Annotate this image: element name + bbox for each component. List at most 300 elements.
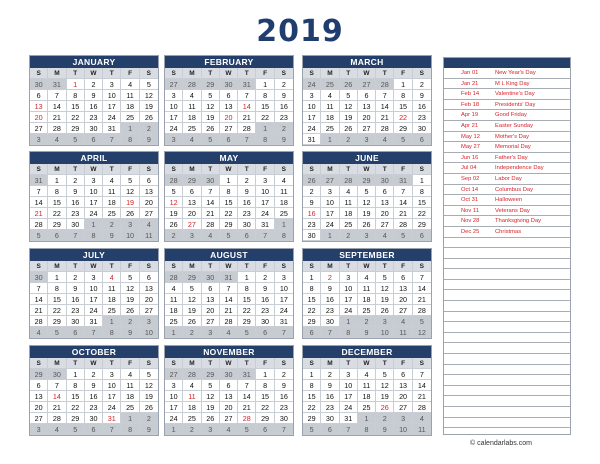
day-cell: 17 bbox=[165, 112, 183, 123]
day-cell: 19 bbox=[202, 402, 220, 413]
day-cell: 17 bbox=[165, 402, 183, 413]
day-cell: 6 bbox=[30, 380, 48, 391]
day-cell: 29 bbox=[202, 369, 220, 380]
day-cell: 13 bbox=[394, 380, 412, 391]
day-cell: 5 bbox=[238, 424, 256, 435]
day-cell: 18 bbox=[340, 208, 358, 219]
weekday-header: S bbox=[30, 68, 48, 79]
month-name: MAY bbox=[165, 152, 293, 164]
weekday-header: T bbox=[202, 68, 220, 79]
day-cell: 25 bbox=[275, 208, 293, 219]
day-cell: 5 bbox=[140, 79, 158, 90]
day-cell: 5 bbox=[67, 134, 85, 145]
day-cell: 23 bbox=[303, 219, 321, 230]
holiday-name: Memorial Day bbox=[495, 144, 531, 151]
weekday-header: S bbox=[275, 358, 293, 369]
day-cell: 26 bbox=[303, 175, 321, 186]
day-cell: 28 bbox=[183, 79, 201, 90]
day-cell: 3 bbox=[183, 230, 201, 241]
day-cell: 13 bbox=[394, 283, 412, 294]
weekday-header: S bbox=[275, 68, 293, 79]
day-cell: 7 bbox=[413, 272, 431, 283]
holiday-name: Good Friday bbox=[495, 112, 527, 119]
day-cell: 8 bbox=[358, 424, 376, 435]
day-cell: 7 bbox=[103, 134, 121, 145]
day-cell: 12 bbox=[202, 101, 220, 112]
day-cell: 12 bbox=[202, 391, 220, 402]
day-cell: 17 bbox=[103, 101, 121, 112]
day-cell: 30 bbox=[321, 413, 339, 424]
day-cell: 4 bbox=[140, 219, 158, 230]
day-cell: 14 bbox=[238, 391, 256, 402]
day-cell: 16 bbox=[85, 101, 103, 112]
blank-ruled-line bbox=[444, 386, 570, 397]
day-cell: 3 bbox=[121, 219, 139, 230]
day-cell: 10 bbox=[340, 380, 358, 391]
day-cell: 6 bbox=[140, 175, 158, 186]
day-cell: 24 bbox=[303, 123, 321, 134]
month-day-grid bbox=[165, 261, 293, 338]
day-cell: 3 bbox=[103, 79, 121, 90]
day-cell: 13 bbox=[220, 391, 238, 402]
holiday-date: Oct 31 bbox=[461, 197, 479, 204]
day-cell: 17 bbox=[256, 197, 274, 208]
weekday-header: T bbox=[67, 164, 85, 175]
weekday-header: T bbox=[340, 261, 358, 272]
month-day-grid bbox=[165, 68, 293, 145]
day-cell: 31 bbox=[303, 134, 321, 145]
day-cell: 25 bbox=[183, 413, 201, 424]
holiday-row bbox=[444, 153, 570, 164]
day-cell: 21 bbox=[30, 208, 48, 219]
weekday-header: W bbox=[220, 68, 238, 79]
day-cell: 23 bbox=[321, 305, 339, 316]
day-cell: 21 bbox=[238, 112, 256, 123]
day-cell: 22 bbox=[67, 402, 85, 413]
day-cell: 10 bbox=[340, 283, 358, 294]
day-cell: 22 bbox=[256, 112, 274, 123]
month-name: JANUARY bbox=[30, 56, 158, 68]
day-cell: 26 bbox=[140, 402, 158, 413]
day-cell: 13 bbox=[202, 294, 220, 305]
day-cell: 14 bbox=[48, 101, 66, 112]
weekday-header: M bbox=[48, 68, 66, 79]
day-cell: 27 bbox=[140, 305, 158, 316]
weekday-header: S bbox=[140, 358, 158, 369]
day-cell: 13 bbox=[30, 391, 48, 402]
month-day-grid bbox=[30, 261, 158, 338]
month-day-grid bbox=[30, 68, 158, 145]
day-cell: 1 bbox=[358, 413, 376, 424]
day-cell: 15 bbox=[67, 101, 85, 112]
day-cell: 16 bbox=[321, 391, 339, 402]
day-cell: 5 bbox=[202, 134, 220, 145]
day-cell: 6 bbox=[394, 369, 412, 380]
blank-ruled-line bbox=[444, 365, 570, 376]
day-cell: 6 bbox=[256, 424, 274, 435]
day-cell: 9 bbox=[140, 424, 158, 435]
day-cell: 28 bbox=[183, 369, 201, 380]
month-block bbox=[302, 151, 432, 242]
day-cell: 1 bbox=[321, 230, 339, 241]
day-cell: 8 bbox=[121, 134, 139, 145]
day-cell: 14 bbox=[30, 294, 48, 305]
weekday-header: F bbox=[394, 68, 412, 79]
day-cell: 18 bbox=[275, 197, 293, 208]
weekday-header: M bbox=[48, 164, 66, 175]
day-cell: 19 bbox=[140, 391, 158, 402]
holiday-date: Jan 21 bbox=[461, 80, 479, 87]
weekday-header: T bbox=[67, 68, 85, 79]
day-cell: 5 bbox=[183, 283, 201, 294]
day-cell: 23 bbox=[275, 402, 293, 413]
day-cell: 29 bbox=[183, 272, 201, 283]
day-cell: 15 bbox=[238, 294, 256, 305]
day-cell: 19 bbox=[340, 112, 358, 123]
day-cell: 3 bbox=[256, 175, 274, 186]
holiday-list-rows bbox=[444, 68, 570, 428]
day-cell: 5 bbox=[202, 90, 220, 101]
day-cell: 12 bbox=[165, 197, 183, 208]
day-cell: 27 bbox=[358, 79, 376, 90]
day-cell: 29 bbox=[48, 219, 66, 230]
day-cell: 17 bbox=[303, 112, 321, 123]
day-cell: 7 bbox=[30, 283, 48, 294]
day-cell: 30 bbox=[376, 175, 394, 186]
weekday-header: T bbox=[238, 68, 256, 79]
day-cell: 29 bbox=[30, 369, 48, 380]
holiday-name: Independence Day bbox=[495, 165, 544, 172]
day-cell: 21 bbox=[394, 208, 412, 219]
day-cell: 6 bbox=[220, 380, 238, 391]
day-cell: 27 bbox=[394, 402, 412, 413]
day-cell: 2 bbox=[238, 175, 256, 186]
day-cell: 6 bbox=[413, 134, 431, 145]
day-cell: 24 bbox=[275, 305, 293, 316]
day-cell: 3 bbox=[340, 369, 358, 380]
day-cell: 2 bbox=[121, 316, 139, 327]
day-cell: 6 bbox=[202, 283, 220, 294]
day-cell: 31 bbox=[48, 79, 66, 90]
day-cell: 12 bbox=[121, 186, 139, 197]
day-cell: 27 bbox=[358, 123, 376, 134]
day-cell: 3 bbox=[165, 134, 183, 145]
holiday-name: Columbus Day bbox=[495, 186, 534, 193]
day-cell: 13 bbox=[358, 101, 376, 112]
day-cell: 17 bbox=[340, 391, 358, 402]
day-cell: 25 bbox=[103, 208, 121, 219]
day-cell: 3 bbox=[140, 316, 158, 327]
day-cell: 15 bbox=[394, 101, 412, 112]
holiday-list-header-bar bbox=[444, 58, 570, 68]
holiday-row bbox=[444, 216, 570, 227]
day-cell: 30 bbox=[202, 272, 220, 283]
holiday-date: Feb 14 bbox=[461, 91, 480, 98]
day-cell: 15 bbox=[303, 294, 321, 305]
day-cell: 20 bbox=[30, 112, 48, 123]
day-cell: 2 bbox=[275, 369, 293, 380]
day-cell: 21 bbox=[202, 208, 220, 219]
day-cell: 4 bbox=[220, 327, 238, 338]
day-cell: 18 bbox=[103, 197, 121, 208]
day-cell: 8 bbox=[394, 90, 412, 101]
calendarlabs-credit: © calendarlabs.com bbox=[470, 440, 532, 447]
day-cell: 30 bbox=[48, 369, 66, 380]
day-cell: 6 bbox=[183, 186, 201, 197]
day-cell: 1 bbox=[165, 424, 183, 435]
holiday-row bbox=[444, 89, 570, 100]
day-cell: 5 bbox=[48, 327, 66, 338]
holiday-name: New Year's Day bbox=[495, 70, 536, 76]
day-cell: 5 bbox=[67, 424, 85, 435]
day-cell: 7 bbox=[30, 186, 48, 197]
day-cell: 5 bbox=[30, 230, 48, 241]
day-cell: 22 bbox=[48, 208, 66, 219]
day-cell: 10 bbox=[256, 186, 274, 197]
day-cell: 26 bbox=[376, 305, 394, 316]
day-cell: 19 bbox=[376, 391, 394, 402]
month-block bbox=[164, 55, 294, 146]
day-cell: 1 bbox=[121, 123, 139, 134]
holiday-name: Labor Day bbox=[495, 175, 522, 182]
day-cell: 8 bbox=[413, 186, 431, 197]
day-cell: 10 bbox=[165, 391, 183, 402]
weekday-header: S bbox=[140, 164, 158, 175]
blank-ruled-line bbox=[444, 396, 570, 407]
day-cell: 7 bbox=[238, 380, 256, 391]
day-cell: 4 bbox=[376, 134, 394, 145]
day-cell: 28 bbox=[220, 316, 238, 327]
day-cell: 24 bbox=[303, 79, 321, 90]
day-cell: 30 bbox=[85, 123, 103, 134]
day-cell: 18 bbox=[121, 101, 139, 112]
day-cell: 8 bbox=[85, 230, 103, 241]
day-cell: 9 bbox=[321, 283, 339, 294]
month-block bbox=[164, 248, 294, 339]
day-cell: 16 bbox=[85, 391, 103, 402]
day-cell: 11 bbox=[103, 186, 121, 197]
day-cell: 30 bbox=[238, 219, 256, 230]
weekday-header: F bbox=[394, 164, 412, 175]
weekday-header: S bbox=[303, 164, 321, 175]
weekday-header: T bbox=[340, 164, 358, 175]
day-cell: 12 bbox=[140, 90, 158, 101]
day-cell: 21 bbox=[238, 402, 256, 413]
weekday-header: S bbox=[303, 68, 321, 79]
weekday-header: T bbox=[238, 164, 256, 175]
month-day-grid bbox=[303, 164, 431, 241]
weekday-header: S bbox=[165, 358, 183, 369]
day-cell: 18 bbox=[183, 402, 201, 413]
day-cell: 4 bbox=[48, 424, 66, 435]
day-cell: 21 bbox=[48, 112, 66, 123]
day-cell: 6 bbox=[413, 230, 431, 241]
day-cell: 27 bbox=[220, 413, 238, 424]
day-cell: 9 bbox=[376, 424, 394, 435]
day-cell: 28 bbox=[376, 123, 394, 134]
day-cell: 16 bbox=[256, 294, 274, 305]
day-cell: 23 bbox=[256, 305, 274, 316]
weekday-header: M bbox=[321, 164, 339, 175]
day-cell: 5 bbox=[165, 186, 183, 197]
weekday-header: S bbox=[413, 261, 431, 272]
day-cell: 26 bbox=[140, 112, 158, 123]
day-cell: 28 bbox=[165, 272, 183, 283]
weekday-header: W bbox=[358, 68, 376, 79]
holiday-name: Easter Sunday bbox=[495, 122, 534, 129]
day-cell: 2 bbox=[140, 123, 158, 134]
day-cell: 22 bbox=[67, 112, 85, 123]
day-cell: 13 bbox=[220, 101, 238, 112]
holiday-name: Thanksgiving Day bbox=[495, 218, 542, 225]
day-cell: 19 bbox=[202, 112, 220, 123]
month-day-grid bbox=[165, 164, 293, 241]
day-cell: 7 bbox=[48, 380, 66, 391]
day-cell: 22 bbox=[48, 305, 66, 316]
day-cell: 18 bbox=[165, 305, 183, 316]
month-day-grid bbox=[303, 358, 431, 435]
day-cell: 21 bbox=[376, 112, 394, 123]
day-cell: 29 bbox=[238, 316, 256, 327]
day-cell: 1 bbox=[340, 316, 358, 327]
day-cell: 2 bbox=[321, 272, 339, 283]
day-cell: 21 bbox=[220, 305, 238, 316]
day-cell: 26 bbox=[183, 316, 201, 327]
day-cell: 24 bbox=[103, 402, 121, 413]
day-cell: 2 bbox=[183, 327, 201, 338]
day-cell: 9 bbox=[303, 197, 321, 208]
day-cell: 30 bbox=[67, 316, 85, 327]
weekday-header: T bbox=[376, 358, 394, 369]
day-cell: 6 bbox=[85, 424, 103, 435]
day-cell: 20 bbox=[183, 208, 201, 219]
day-cell: 1 bbox=[121, 413, 139, 424]
day-cell: 21 bbox=[413, 294, 431, 305]
holiday-name: Christmas bbox=[495, 228, 522, 235]
blank-ruled-line bbox=[444, 312, 570, 323]
weekday-header: S bbox=[413, 164, 431, 175]
holiday-row bbox=[444, 79, 570, 90]
day-cell: 8 bbox=[340, 327, 358, 338]
day-cell: 2 bbox=[358, 316, 376, 327]
day-cell: 26 bbox=[202, 123, 220, 134]
weekday-header: W bbox=[220, 358, 238, 369]
day-cell: 24 bbox=[340, 305, 358, 316]
day-cell: 2 bbox=[321, 369, 339, 380]
day-cell: 14 bbox=[30, 197, 48, 208]
day-cell: 22 bbox=[256, 402, 274, 413]
day-cell: 10 bbox=[376, 327, 394, 338]
weekday-header: S bbox=[413, 68, 431, 79]
day-cell: 11 bbox=[103, 283, 121, 294]
day-cell: 24 bbox=[85, 208, 103, 219]
month-name: MARCH bbox=[303, 56, 431, 68]
day-cell: 31 bbox=[394, 175, 412, 186]
day-cell: 6 bbox=[358, 90, 376, 101]
day-cell: 17 bbox=[340, 294, 358, 305]
day-cell: 14 bbox=[413, 380, 431, 391]
month-name: DECEMBER bbox=[303, 346, 431, 358]
weekday-header: T bbox=[202, 164, 220, 175]
day-cell: 7 bbox=[394, 186, 412, 197]
day-cell: 4 bbox=[183, 134, 201, 145]
day-cell: 28 bbox=[376, 79, 394, 90]
day-cell: 9 bbox=[275, 380, 293, 391]
holiday-date: Nov 11 bbox=[461, 207, 479, 214]
day-cell: 6 bbox=[321, 424, 339, 435]
month-name: JULY bbox=[30, 249, 158, 261]
holiday-row bbox=[444, 142, 570, 153]
day-cell: 4 bbox=[394, 316, 412, 327]
weekday-header: W bbox=[85, 68, 103, 79]
weekday-header: M bbox=[183, 68, 201, 79]
month-day-grid bbox=[303, 261, 431, 338]
day-cell: 7 bbox=[238, 90, 256, 101]
day-cell: 26 bbox=[121, 305, 139, 316]
weekday-header: F bbox=[121, 68, 139, 79]
day-cell: 31 bbox=[340, 413, 358, 424]
day-cell: 23 bbox=[67, 305, 85, 316]
blank-ruled-line bbox=[444, 418, 570, 429]
day-cell: 26 bbox=[340, 123, 358, 134]
day-cell: 27 bbox=[30, 123, 48, 134]
blank-ruled-line bbox=[444, 343, 570, 354]
day-cell: 27 bbox=[220, 123, 238, 134]
blank-ruled-line bbox=[444, 248, 570, 259]
month-block bbox=[29, 345, 159, 436]
day-cell: 9 bbox=[358, 327, 376, 338]
day-cell: 21 bbox=[48, 402, 66, 413]
day-cell: 27 bbox=[165, 79, 183, 90]
day-cell: 11 bbox=[413, 424, 431, 435]
day-cell: 18 bbox=[103, 294, 121, 305]
day-cell: 5 bbox=[238, 327, 256, 338]
day-cell: 19 bbox=[183, 305, 201, 316]
day-cell: 20 bbox=[140, 294, 158, 305]
day-cell: 16 bbox=[275, 391, 293, 402]
day-cell: 30 bbox=[30, 272, 48, 283]
day-cell: 27 bbox=[183, 219, 201, 230]
day-cell: 23 bbox=[85, 402, 103, 413]
day-cell: 2 bbox=[183, 424, 201, 435]
day-cell: 4 bbox=[275, 175, 293, 186]
weekday-header: T bbox=[238, 261, 256, 272]
day-cell: 4 bbox=[220, 424, 238, 435]
day-cell: 29 bbox=[413, 219, 431, 230]
day-cell: 9 bbox=[256, 283, 274, 294]
weekday-header: F bbox=[256, 164, 274, 175]
blank-ruled-line bbox=[444, 354, 570, 365]
day-cell: 20 bbox=[220, 402, 238, 413]
day-cell: 24 bbox=[165, 413, 183, 424]
holiday-row bbox=[444, 174, 570, 185]
day-cell: 6 bbox=[48, 230, 66, 241]
day-cell: 1 bbox=[303, 272, 321, 283]
day-cell: 3 bbox=[85, 272, 103, 283]
weekday-header: M bbox=[321, 358, 339, 369]
day-cell: 10 bbox=[121, 230, 139, 241]
day-cell: 14 bbox=[394, 197, 412, 208]
day-cell: 8 bbox=[256, 134, 274, 145]
day-cell: 14 bbox=[413, 283, 431, 294]
day-cell: 4 bbox=[121, 369, 139, 380]
day-cell: 11 bbox=[121, 90, 139, 101]
holiday-row bbox=[444, 68, 570, 79]
day-cell: 13 bbox=[30, 101, 48, 112]
day-cell: 15 bbox=[303, 391, 321, 402]
day-cell: 30 bbox=[220, 79, 238, 90]
day-cell: 11 bbox=[394, 327, 412, 338]
